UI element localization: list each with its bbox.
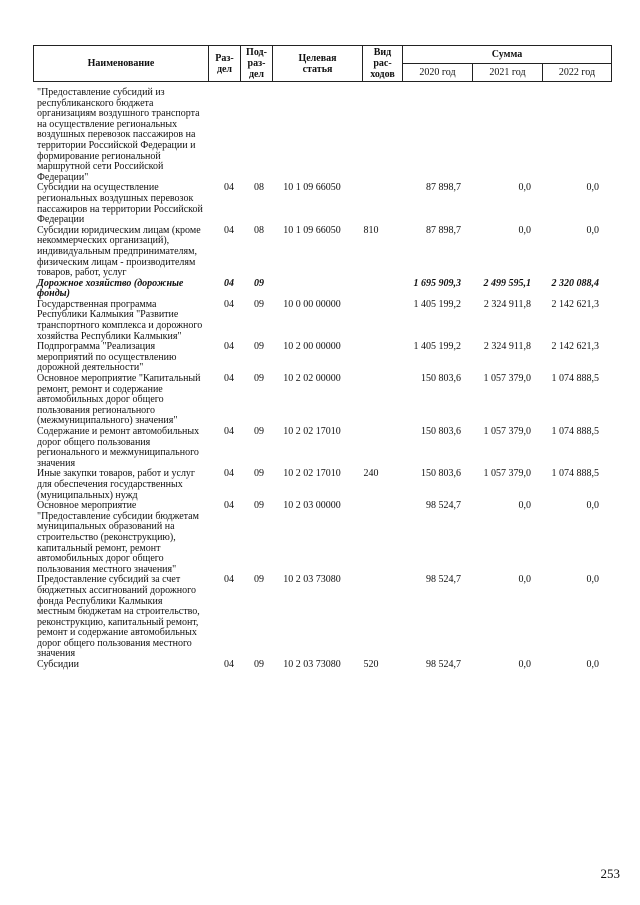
table-row bbox=[33, 300, 613, 342]
header-2022: 2022 год bbox=[543, 64, 612, 82]
row-name: Подпрограмма "Реализация мероприятий по осуществлению дорожной деятельности" bbox=[37, 341, 177, 374]
row-razdel: 04 bbox=[224, 468, 234, 480]
row-sum-2020: 87 898,7 bbox=[426, 182, 461, 194]
row-sum-2021: 1 057 379,0 bbox=[483, 373, 531, 385]
row-celevaya: 10 2 02 17010 bbox=[283, 426, 341, 437]
table-row bbox=[33, 575, 613, 660]
row-celevaya: 10 0 00 00000 bbox=[283, 298, 341, 310]
row-sum-2022: 1 074 888,5 bbox=[551, 468, 599, 480]
row-sum-2020: 1 695 909,3 bbox=[413, 277, 461, 289]
row-name: Субсидии на осуществление региональных воздушных перевозок пассажиров на территории Российской Федерации bbox=[37, 182, 203, 226]
row-podrazdel: 09 bbox=[254, 341, 264, 353]
row-vid: 520 bbox=[363, 659, 379, 671]
row-podrazdel: 09 bbox=[254, 659, 264, 671]
row-celevaya: 10 2 02 00000 bbox=[283, 373, 341, 385]
row-sum-2020: 150 803,6 bbox=[421, 468, 461, 480]
row-razdel: 04 bbox=[224, 182, 234, 194]
row-razdel: 04 bbox=[224, 298, 234, 310]
row-podrazdel: 09 bbox=[254, 468, 264, 480]
row-sum-2022: 0,0 bbox=[586, 182, 599, 194]
row-razdel: 04 bbox=[224, 373, 234, 385]
table-row bbox=[33, 279, 613, 300]
row-sum-2021: 2 324 911,8 bbox=[483, 298, 531, 310]
table-body bbox=[33, 88, 613, 671]
row-sum-2021: 0,0 bbox=[518, 224, 531, 236]
row-sum-2021: 0,0 bbox=[518, 182, 531, 194]
table-row bbox=[33, 88, 613, 183]
table-row bbox=[33, 342, 613, 374]
row-sum-2021: 0,0 bbox=[518, 659, 531, 671]
header-vid: Вид рас- ходов bbox=[363, 46, 403, 82]
table-header bbox=[33, 45, 612, 82]
row-podrazdel: 08 bbox=[254, 224, 264, 236]
table-row bbox=[33, 226, 613, 279]
header-2021: 2021 год bbox=[473, 64, 543, 82]
row-name: Иные закупки товаров, работ и услуг для обеспечения государственных (муниципальных) нужд bbox=[37, 468, 196, 501]
row-podrazdel: 09 bbox=[254, 500, 264, 512]
row-celevaya: 10 1 09 66050 bbox=[283, 182, 341, 194]
row-sum-2021: 0,0 bbox=[518, 574, 531, 586]
row-razdel: 04 bbox=[224, 574, 234, 586]
row-sum-2022: 0,0 bbox=[586, 500, 599, 512]
row-name: Дорожное хозяйство (дорожные фонды) bbox=[37, 277, 184, 300]
row-sum-2022: 1 074 888,5 bbox=[551, 426, 599, 437]
row-vid: 240 bbox=[363, 468, 379, 480]
row-celevaya: 10 1 09 66050 bbox=[283, 224, 341, 236]
header-podrazdel: Под- раз- дел bbox=[241, 46, 273, 82]
row-name: Субсидии юридическим лицам (кроме некоммерческих организаций), индивидуальным предпринимателям, физическим лицам - производителям товаров, работ, услуг bbox=[37, 224, 201, 279]
header-razdel: Раз- дел bbox=[209, 46, 241, 82]
row-podrazdel: 09 bbox=[254, 574, 264, 586]
row-sum-2020: 87 898,7 bbox=[426, 224, 461, 236]
row-sum-2021: 2 499 595,1 bbox=[483, 277, 531, 289]
header-celevaya: Целевая статья bbox=[273, 46, 363, 82]
table-row bbox=[33, 427, 613, 469]
row-podrazdel: 09 bbox=[254, 373, 264, 385]
table-row bbox=[33, 374, 613, 427]
row-celevaya: 10 2 02 17010 bbox=[283, 468, 341, 480]
row-celevaya: 10 2 03 73080 bbox=[283, 574, 341, 586]
row-sum-2021: 1 057 379,0 bbox=[483, 426, 531, 437]
row-name: Предоставление субсидий за счет бюджетных ассигнований дорожного фонда Республики Калмыкия местным бюджетам на строительство, реконструкцию, капитальный ремонт, ремонт и содержание автомобильных дорог общего пользования местного значения bbox=[37, 574, 200, 660]
header-name: Наименование bbox=[34, 46, 209, 82]
row-sum-2022: 1 074 888,5 bbox=[551, 373, 599, 385]
row-name: Основное мероприятие "Предоставление субсидии бюджетам муниципальных образований на строительство (реконструкцию), капитальный ремонт, ремонт автомобильных дорог общего пользования местного значения" bbox=[37, 500, 199, 575]
row-name: Основное мероприятие "Капитальный ремонт, ремонт и содержание автомобильных дорог общего пользования регионального (межмуниципального) значения" bbox=[37, 373, 201, 427]
row-razdel: 04 bbox=[224, 659, 234, 671]
row-podrazdel: 09 bbox=[254, 298, 264, 310]
row-sum-2022: 0,0 bbox=[586, 574, 599, 586]
row-sum-2020: 150 803,6 bbox=[421, 373, 461, 385]
row-celevaya: 10 2 03 73080 bbox=[283, 659, 341, 671]
row-sum-2022: 2 142 621,3 bbox=[551, 341, 599, 353]
row-name: Субсидии bbox=[37, 659, 79, 671]
row-podrazdel: 09 bbox=[254, 277, 264, 289]
row-podrazdel: 09 bbox=[254, 426, 264, 437]
row-podrazdel: 08 bbox=[254, 182, 264, 194]
row-celevaya: 10 2 03 00000 bbox=[283, 500, 341, 512]
row-razdel: 04 bbox=[224, 277, 234, 289]
row-vid: 810 bbox=[363, 224, 379, 236]
row-sum-2022: 2 320 088,4 bbox=[551, 277, 599, 289]
header-summa: Сумма bbox=[403, 46, 612, 64]
row-sum-2020: 1 405 199,2 bbox=[413, 341, 461, 353]
row-sum-2022: 2 142 621,3 bbox=[551, 298, 599, 310]
row-sum-2021: 0,0 bbox=[518, 500, 531, 512]
table-row bbox=[33, 469, 613, 501]
row-razdel: 04 bbox=[224, 500, 234, 512]
page-number: 253 bbox=[600, 866, 620, 881]
row-sum-2020: 1 405 199,2 bbox=[413, 298, 461, 310]
row-razdel: 04 bbox=[224, 224, 234, 236]
row-sum-2020: 98 524,7 bbox=[426, 574, 461, 586]
row-razdel: 04 bbox=[224, 341, 234, 353]
row-name: "Предоставление субсидий из республиканского бюджета организациям воздушного транспорта на осуществление региональных воздушных перевозок пассажиров на территории Российской Федерации и формирование региональной маршрутной сети Российской Федерации" bbox=[37, 87, 200, 183]
row-sum-2020: 150 803,6 bbox=[421, 426, 461, 437]
row-sum-2021: 1 057 379,0 bbox=[483, 468, 531, 480]
row-sum-2020: 98 524,7 bbox=[426, 659, 461, 671]
header-2020: 2020 год bbox=[403, 64, 473, 82]
row-sum-2020: 98 524,7 bbox=[426, 500, 461, 512]
row-sum-2021: 2 324 911,8 bbox=[483, 341, 531, 353]
row-razdel: 04 bbox=[224, 426, 234, 437]
row-sum-2022: 0,0 bbox=[586, 224, 599, 236]
table-row bbox=[33, 183, 613, 225]
row-name: Государственная программа Республики Калмыкия "Развитие транспортного комплекса и дорожного хозяйства Республики Калмыкия" bbox=[37, 298, 203, 342]
row-celevaya: 10 2 00 00000 bbox=[283, 341, 341, 353]
table-row bbox=[33, 501, 613, 575]
table-row bbox=[33, 660, 613, 671]
row-sum-2022: 0,0 bbox=[586, 659, 599, 671]
row-name: Содержание и ремонт автомобильных дорог общего пользования регионального и межмуниципального значения bbox=[37, 426, 200, 469]
